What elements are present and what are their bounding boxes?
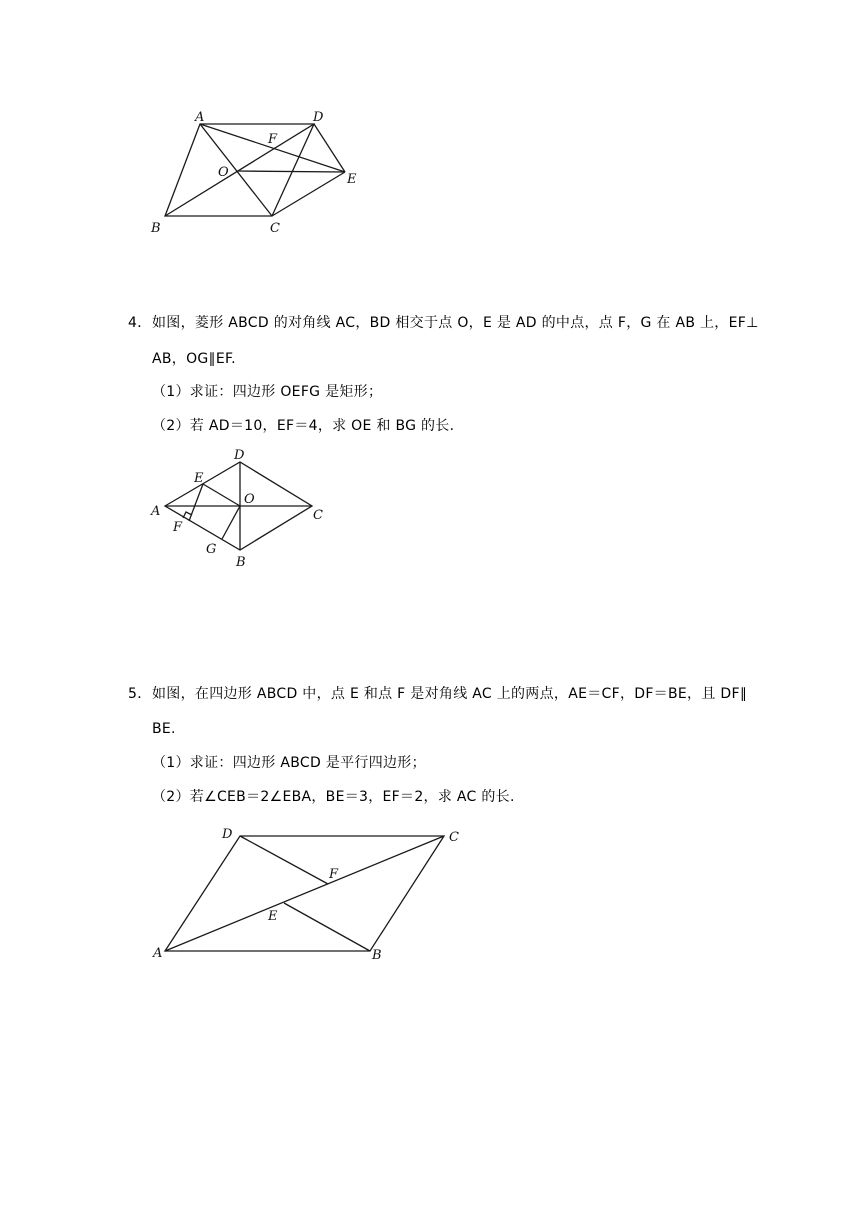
problem5-line2: BE.	[152, 721, 176, 737]
figure1-label-a: A	[195, 110, 205, 125]
figure3-label-a: A	[153, 946, 163, 961]
problem4-part2: （2）若 AD＝10，EF＝4，求 OE 和 BG 的长.	[152, 418, 455, 434]
figure2-label-c: C	[313, 508, 323, 523]
problem4-number: 4．	[128, 315, 152, 331]
problem5-line1: 如图，在四边形 ABCD 中，点 E 和点 F 是对角线 AC 上的两点，AE＝CF，DF＝BE，且 DF∥	[152, 686, 748, 702]
problem5-number: 5．	[128, 686, 152, 702]
figure3-diagonal-ac	[165, 836, 444, 951]
figure3-segment-eb	[284, 903, 370, 951]
figure2-label-f: F	[173, 520, 183, 535]
figure3-label-f: F	[329, 867, 339, 882]
figure3-label-c: C	[449, 830, 459, 845]
figure2-label-e: E	[194, 471, 204, 486]
figure3-segment-df	[240, 836, 328, 884]
figure2-label-a: A	[151, 504, 161, 519]
figure1-label-d: D	[313, 110, 324, 125]
figure3-label-e: E	[268, 909, 278, 924]
figure2-label-b: B	[236, 555, 246, 570]
figure2-label-o: O	[244, 492, 255, 507]
problem5-part2: （2）若∠CEB＝2∠EBA，BE＝3，EF＝2，求 AC 的长.	[152, 789, 515, 805]
problem4-line1: 如图，菱形 ABCD 的对角线 AC，BD 相交于点 O，E 是 AD 的中点，点 F，G 在 AB 上，EF⊥	[152, 315, 759, 331]
problem5-part1: （1）求证：四边形 ABCD 是平行四边形；	[152, 755, 426, 771]
figure1-label-b: B	[151, 221, 161, 236]
figure2-label-g: G	[206, 542, 217, 557]
figure3-label-d: D	[222, 827, 233, 842]
problem4-part1: （1）求证：四边形 OEFG 是矩形；	[152, 384, 383, 400]
figure1-label-o: O	[218, 165, 229, 180]
figure1-label-c: C	[270, 221, 280, 236]
figure3-label-b: B	[372, 948, 382, 963]
problem4-line2: AB，OG∥EF.	[152, 351, 236, 367]
figure2-label-d: D	[234, 448, 245, 463]
figure1-label-f: F	[268, 132, 278, 147]
figure1-label-e: E	[347, 172, 357, 187]
